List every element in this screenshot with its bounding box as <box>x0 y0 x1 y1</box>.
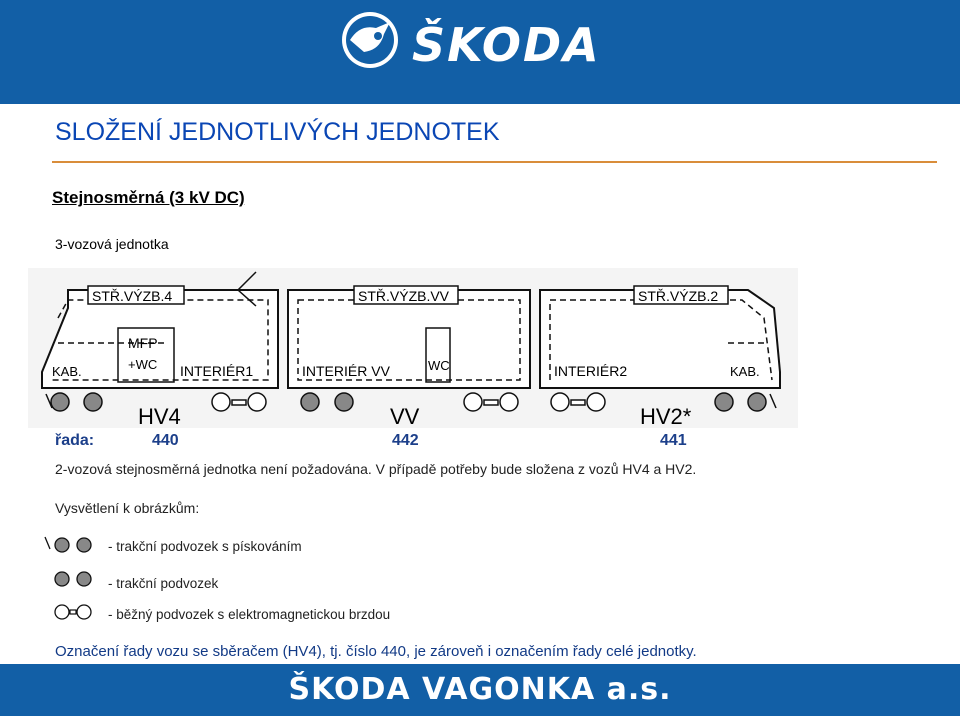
section-subtitle: Stejnosměrná (3 kV DC) <box>52 188 245 207</box>
unit-label: 3-vozová jednotka <box>55 236 169 252</box>
car3-cab-label: KAB. <box>730 364 760 379</box>
car2-wc-label: WC <box>428 358 450 373</box>
two-car-note: 2-vozová stejnosměrná jednotka není požadována. V případě potřeby bude složena z vozů HV4 a HV2. <box>55 461 697 477</box>
legend-item-traction: - trakční podvozek <box>108 576 219 591</box>
legend-item-trailer-brake: - běžný podvozek s elektromagnetickou brzdou <box>108 607 391 622</box>
car3-equipment-label: STŘ.VÝZB.2 <box>638 288 719 304</box>
traction-bogie-icon <box>42 569 98 589</box>
car1-interior-label: INTERIÉR1 <box>180 363 254 379</box>
page-title: SLOŽENÍ JEDNOTLIVÝCH JEDNOTEK <box>55 118 500 146</box>
car1-cab-label: KAB. <box>52 364 82 379</box>
brand-name: ŠKODA <box>412 18 601 72</box>
car3-interior-label: INTERIÉR2 <box>554 363 628 379</box>
series-441: 441 <box>660 432 687 449</box>
car1-mfp-label: MFP <box>128 335 158 351</box>
series-440: 440 <box>152 432 179 449</box>
series-label: řada: <box>55 432 95 449</box>
car2-code-label: VV <box>390 404 420 428</box>
title-divider <box>52 161 937 163</box>
train-diagram <box>28 268 798 428</box>
car3-code-label: HV2* <box>640 404 692 428</box>
footer-brand: ŠKODA VAGONKA a.s. <box>288 672 672 707</box>
car1-equipment-label: STŘ.VÝZB.4 <box>92 288 173 304</box>
car2-interior-label: INTERIÉR VV <box>302 363 390 379</box>
trailer-bogie-brake-icon <box>42 602 98 622</box>
series-442: 442 <box>392 432 419 449</box>
legend-heading: Vysvětlení k obrázkům: <box>55 500 200 516</box>
traction-bogie-sanding-icon <box>42 535 98 555</box>
legend-item-traction-sanding: - trakční podvozek s pískováním <box>108 539 302 554</box>
car2-equipment-label: STŘ.VÝZB.VV <box>358 288 450 304</box>
skoda-logo-icon <box>340 10 400 70</box>
footnote: Označení řady vozu se sběračem (HV4), tj. číslo 440, je zároveň i označením řady celé jednotky. <box>55 643 697 660</box>
car1-wc-label: +WC <box>128 357 158 372</box>
car1-code-label: HV4 <box>138 404 181 428</box>
